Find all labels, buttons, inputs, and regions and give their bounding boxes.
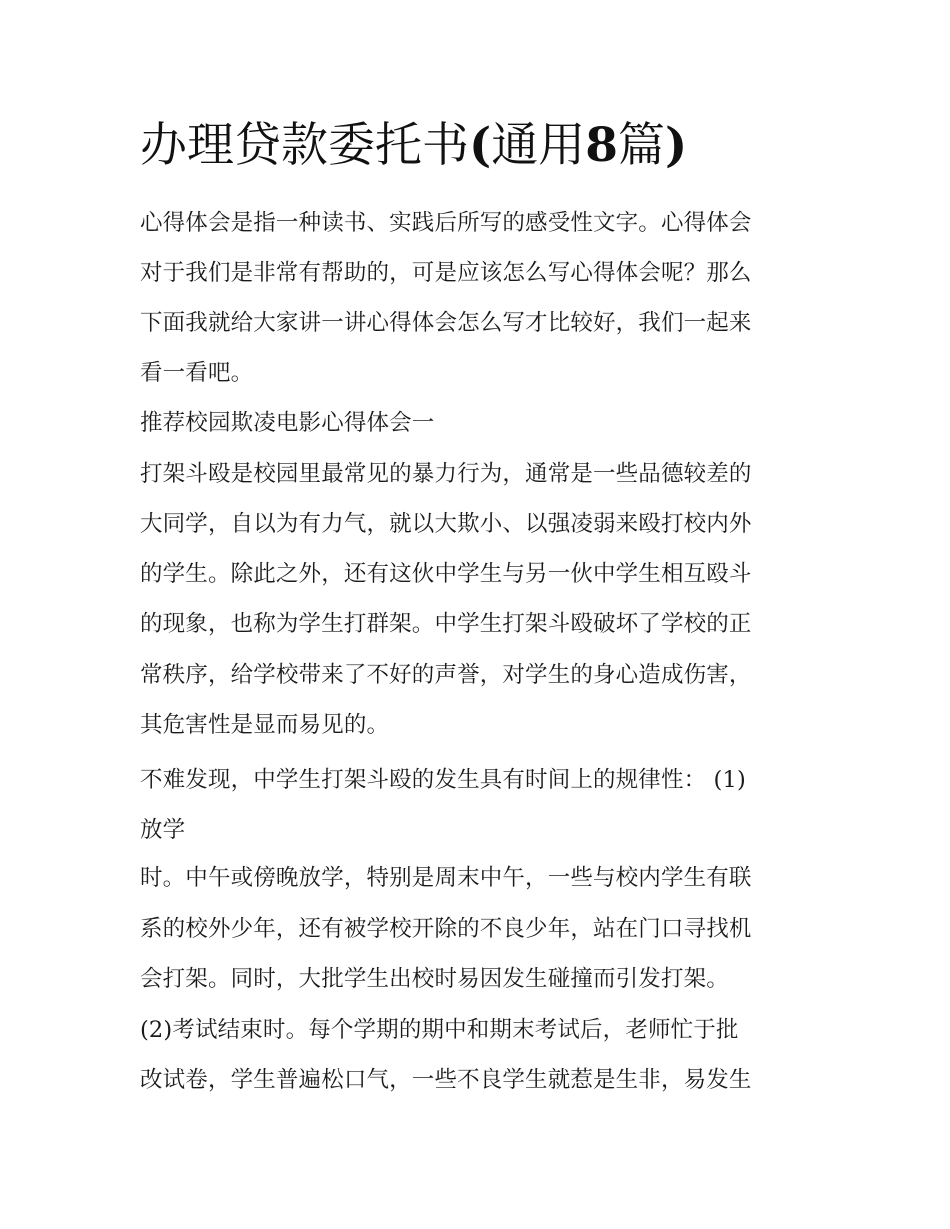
- section-heading: 推荐校园欺凌电影心得体会一: [140, 410, 435, 436]
- body-line-15: 系的校外少年，还有被学校开除的不良少年，站在门口寻找机: [140, 916, 752, 942]
- body-line-17: (2)考试结束时。每个学期的期中和期末考试后，老师忙于批: [140, 1017, 739, 1043]
- body-line-10: 常秩序，给学校带来了不好的声誉，对学生的身心造成伤害，: [140, 662, 752, 688]
- title-prefix: 办理贷款委托书: [140, 118, 469, 173]
- body-line-12: 不难发现，中学生打架斗殴的发生具有时间上的规律性： (1): [140, 767, 746, 793]
- body-line-8: 的学生。除此之外，还有这伙中学生与另一伙中学生相互殴斗: [140, 561, 752, 587]
- body-line-9: 的现象，也称为学生打群架。中学生打架斗殴破坏了学校的正: [140, 611, 752, 637]
- title-chapter-word: 篇: [617, 118, 665, 173]
- title-close-paren: ): [664, 118, 688, 173]
- title-number: 8: [585, 118, 618, 173]
- body-line-16: 会打架。同时，大批学生出校时易因发生碰撞而引发打架。: [140, 966, 729, 992]
- body-line-3: 下面我就给大家讲一讲心得体会怎么写才比较好，我们一起来: [140, 310, 752, 336]
- body-line-2: 对于我们是非常有帮助的，可是应该怎么写心得体会呢？那么: [140, 260, 752, 286]
- body-line-14: 时。中午或傍晚放学，特别是周末中午，一些与校内学生有联: [140, 865, 752, 891]
- body-line-4: 看一看吧。: [140, 360, 254, 386]
- document-title: [140, 112, 840, 180]
- body-line-11: 其危害性是显而易见的。: [140, 712, 390, 738]
- title-general: 通用: [491, 118, 586, 173]
- body-line-1: 心得体会是指一种读书、实践后所写的感受性文字。心得体会: [140, 210, 752, 236]
- body-line-7: 大同学，自以为有力气，就以大欺小、以强凌弱来殴打校内外: [140, 511, 752, 537]
- body-line-13: 放学: [140, 817, 186, 843]
- body-line-6: 打架斗殴是校园里最常见的暴力行为，通常是一些品德较差的: [140, 461, 752, 487]
- body-line-18: 改试卷，学生普遍松口气，一些不良学生就惹是生非，易发生: [140, 1067, 752, 1093]
- title-open-paren: (: [469, 118, 492, 173]
